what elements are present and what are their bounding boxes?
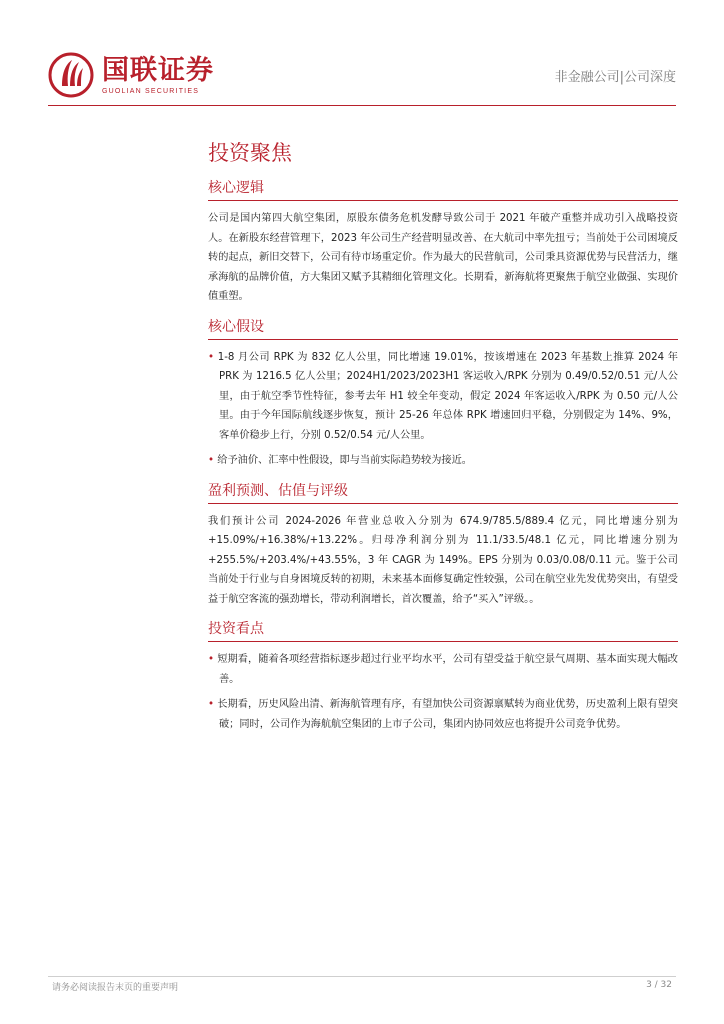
bullet-dot-icon: • — [208, 699, 215, 710]
page-number: 3 / 32 — [646, 980, 672, 990]
section-paragraph: 公司是国内第四大航空集团，原股东债务危机发酵导致公司于 2021 年破产重整并成功引入战略投资人。在新股东经营管理下，2023 年公司生产经营明显改善、在大航司中率先扭亏；当前处于公司困境反转的起点，新旧交替下，公司有待市场重定价。作为最大的民营航司，公司秉具资源优势与民营活力，继承海航的品牌价值，方大集团又赋予其精细化管理文化。长期看，新海航将更聚焦于航空业做强、实现价值重塑。 — [208, 213, 678, 302]
section-investment-highlights — [208, 619, 678, 734]
bullet-text: 1-8 月公司 RPK 为 832 亿人公里，同比增速 19.01%，按该增速在 2023 年基数上推算 2024 年 PRK 为 1216.5 亿人公里；2024H1/2023/2023H1 客运收入/RPK 分别为 0.49/0.52/0.51 元/人公里，由于航空季节性特征，参考去年 H1 较全年变动，假定 2024 年客运收入/RPK 为 0.50 元/人公里。由于今年国际航线逐步恢复，预计 25-26 年总体 RPK 增速回归平稳，分别假定为 14%、9%，客单价稳步上行，分别 0.52/0.54 元/人公里。 — [217, 351, 678, 441]
section-core-assumptions — [208, 317, 678, 471]
main-content — [208, 138, 678, 740]
bullet-item — [208, 695, 678, 734]
section-divider — [208, 200, 678, 201]
section-title: 投资看点 — [208, 621, 264, 637]
section-title: 核心逻辑 — [208, 180, 264, 196]
bullet-dot-icon: • — [208, 654, 215, 665]
guolian-logo-icon — [48, 52, 94, 98]
company-logo — [48, 52, 214, 98]
section-divider — [208, 641, 678, 642]
bullet-item — [208, 451, 678, 471]
page-header — [0, 0, 724, 110]
section-divider — [208, 339, 678, 340]
bullet-text: 给予油价、汇率中性假设，即与当前实际趋势较为接近。 — [217, 455, 472, 466]
bullet-dot-icon: • — [208, 455, 215, 466]
bullet-dot-icon: • — [208, 351, 215, 363]
section-title: 盈利预测、估值与评级 — [208, 482, 348, 499]
page-title: 投资聚焦 — [208, 141, 292, 165]
report-type-label: 非金融公司|公司深度 — [554, 70, 676, 85]
bullet-text: 短期看，随着各项经营指标逐步超过行业平均水平，公司有望受益于航空景气周期、基本面实现大幅改善。 — [217, 654, 678, 685]
bullet-text: 长期看，历史风险出清、新海航管理有序，有望加快公司资源禀赋转为商业优势，历史盈利上限有望突破；同时，公司作为海航航空集团的上市子公司，集团内协同效应也将提升公司竞争优势。 — [217, 699, 678, 730]
section-title: 核心假设 — [208, 318, 264, 335]
footer-disclaimer: 请务必阅读报告末页的重要声明 — [52, 983, 179, 993]
bullet-item — [208, 348, 678, 446]
section-core-logic — [208, 178, 678, 307]
logo-name-en: GUOLIAN SECURITIES — [102, 87, 200, 95]
footer-divider — [48, 976, 676, 977]
section-paragraph: 我们预计公司 2024-2026 年营业总收入分别为 674.9/785.5/889.4 亿元，同比增速分别为+15.09%/+16.38%/+13.22%。归母净利润分别为 11.1/33.5/48.1 亿元，同比增速分别为+255.5%/+203.4%/+43.55%，3 年 CAGR 为 149%。EPS 分别为 0.03/0.08/0.11 元。鉴于公司当前处于行业与自身困境反转的初期，未来基本面修复确定性较强，公司在航空业先发优势突出，有望受益于航空客流的强劲增长，带动利润增长，首次覆盖，给予“买入”评级。。 — [208, 515, 678, 605]
header-divider — [48, 105, 676, 106]
logo-text — [102, 56, 214, 95]
section-divider — [208, 503, 678, 504]
logo-name-cn: 国联证券 — [102, 54, 214, 86]
section-earnings-forecast — [208, 481, 678, 610]
bullet-item — [208, 650, 678, 689]
